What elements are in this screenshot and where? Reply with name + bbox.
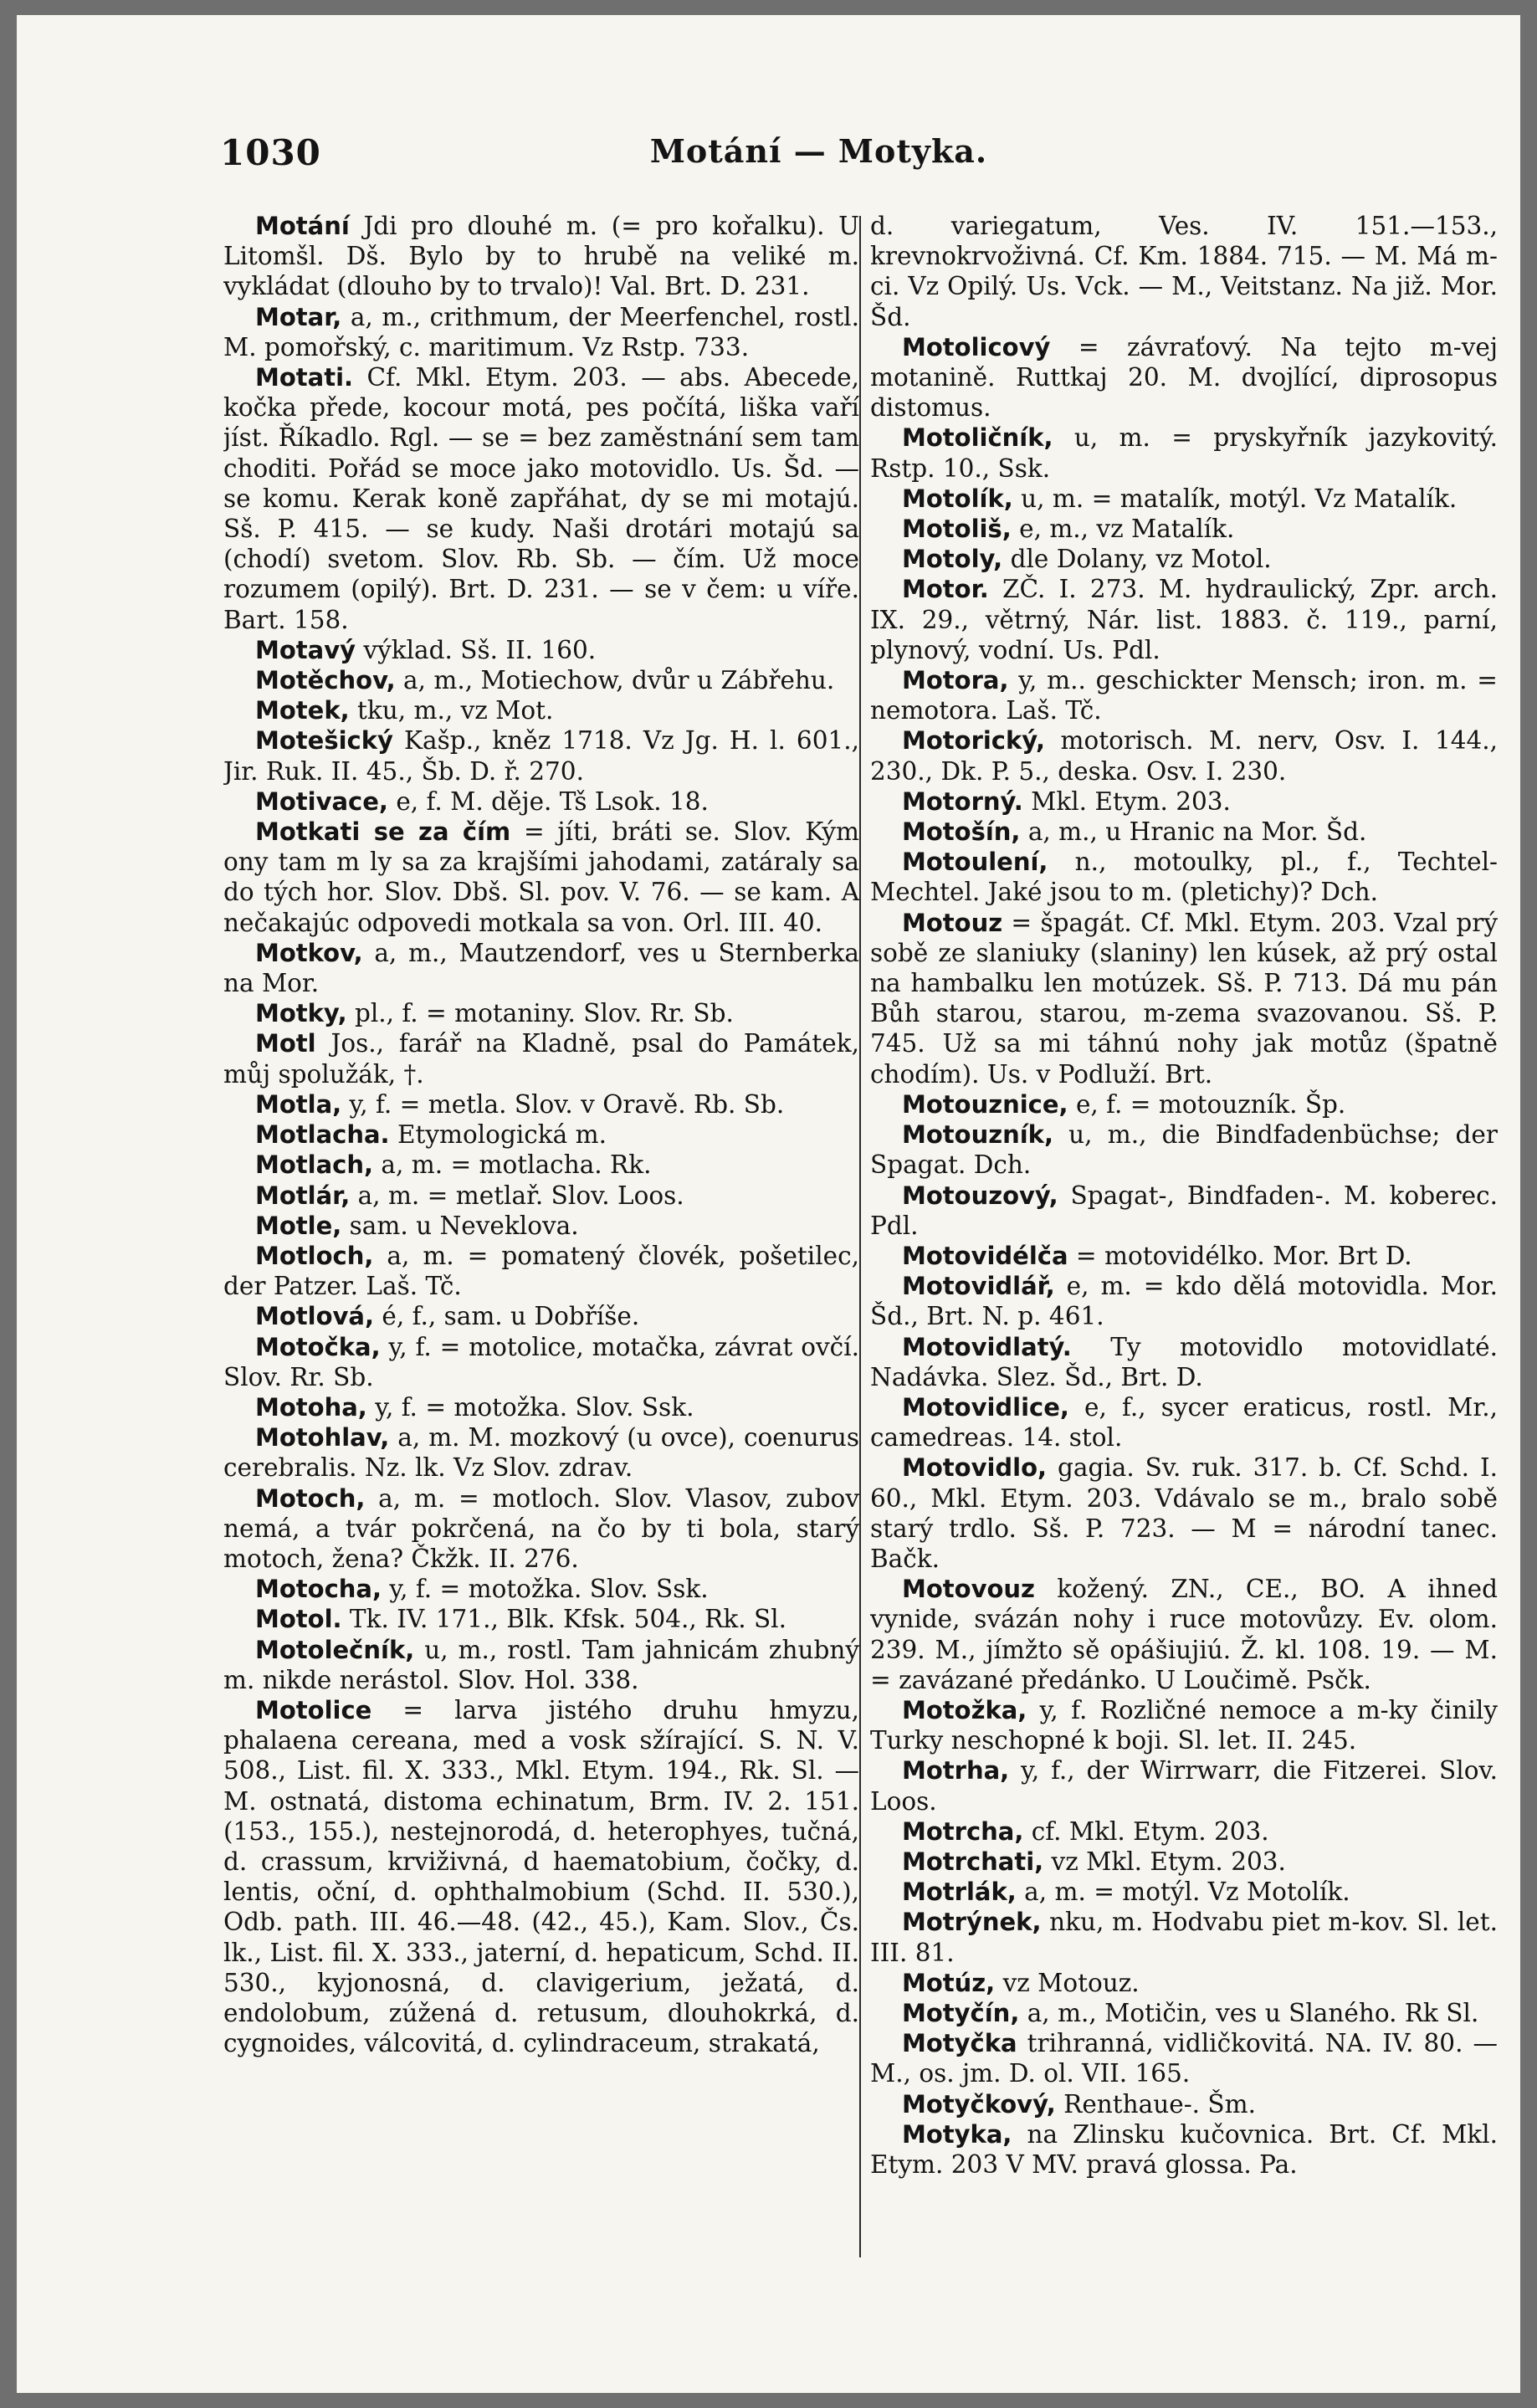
entry-headword: Motošín, [902,817,1021,847]
dictionary-entry [223,1604,859,1634]
entry-headword: Motoch, [255,1483,366,1513]
dictionary-entry [870,544,1498,574]
dictionary-entry [870,484,1498,514]
dictionary-entry [223,1089,859,1119]
dictionary-entry [223,695,859,725]
dictionary-entry [223,665,859,695]
entry-text: y, f. = motožka. Slov. Ssk. [382,1575,709,1604]
entry-text: Tk. IV. 171., Blk. Kfsk. 504., Rk. Sl. [341,1605,786,1634]
entry-text: = motovidélko. Mor. Brt D. [1068,1241,1412,1270]
dictionary-entry [223,1422,859,1483]
entry-headword: Motorný. [902,786,1023,816]
entry-headword: Motrcha, [902,1816,1024,1846]
entry-headword: Motyčín, [902,1998,1020,2027]
entry-text: tku, m., vz Mot. [349,696,554,725]
entry-text: a, m. M. mozkový (u ovce), coenurus cerebralis. Nz. lk. Vz Slov. zdrav. [223,1423,859,1483]
entry-text: trihranná, vidličkovitá. NA. IV. 80. — M., os. jm. D. ol. VII. 165. [870,2029,1498,2088]
entry-text: a, m. = motýl. Vz Motolík. [1016,1878,1350,1907]
page-header [17,15,1520,174]
dictionary-entry [223,725,859,786]
entry-headword: Motyčka [902,2029,1017,2058]
entry-text: vz Mkl. Etym. 203. [1043,1847,1286,1876]
entry-headword: Motouzník, [902,1120,1053,1150]
running-head: Motání — Motyka. [649,132,988,170]
dictionary-entry [223,817,859,938]
entry-headword: Motor. [902,575,989,604]
dictionary-entry [870,665,1498,725]
entry-text: y, f., der Wirrwarr, die Fitzerei. Slov. Loos. [870,1756,1498,1816]
dictionary-entry [223,1119,859,1150]
dictionary-entry [223,998,859,1028]
column-divider [859,216,861,2257]
entry-headword: Motouz [902,908,1003,937]
entry-text: e, f. M. děje. Tš Lsok. 18. [387,786,709,816]
dictionary-entry [870,908,1498,1089]
dictionary-entry [870,725,1498,786]
entry-text: a, m., u Hranic na Mor. Šd. [1020,817,1367,847]
dictionary-entry [223,1695,859,2058]
entry-headword: Motovidlatý. [902,1332,1072,1361]
entry-headword: Motolík, [902,484,1013,513]
entry-text: kožený. ZN., CE., BO. A ihned vynide, svázán nohy i ruce motovůzy. Ev. olom. 239. M., jímžto sě opášiujiú. Ž. kl. 108. 19. — M. = zavázané předánko. U Loučimě. Psčk. [870,1575,1498,1694]
entry-text: = jíti, bráti se. Slov. Kým ony tam m ly sa za krajšími jahodami, zatáraly sa do tých hor. Slov. Dbš. Sl. pov. V. 76. — se kam. A nečakajúc odpovedi motkala sa von. Orl. III. 40. [223,817,859,937]
entry-text: dle Dolany, vz Motol. [1002,545,1272,574]
entry-text: a, m. = motlacha. Rk. [373,1150,652,1180]
entry-text: u, m. = matalík, motýl. Vz Matalík. [1012,484,1458,513]
entry-headword: Motora, [902,666,1009,695]
dictionary-entry [870,1392,1498,1452]
dictionary-entry [223,635,859,665]
entry-text: výklad. Sš. II. 160. [356,635,597,664]
entry-text: e, m. = kdo dělá motovidla. Mor. Šd., Brt. N. p. 461. [870,1272,1498,1331]
dictionary-entry [870,1816,1498,1847]
entry-text: pl., f. = motaniny. Slov. Rr. Sb. [346,999,734,1028]
entry-headword: Motlach, [255,1150,374,1180]
entry-headword: Motar, [255,302,342,331]
entry-text: a, m., Mautzendorf, ves u Sternberka na Mor. [223,938,859,998]
dictionary-entry [223,1635,859,1695]
dictionary-entry [870,211,1498,332]
entry-text: d. variegatum, Ves. IV. 151.—153., krevnokrvoživná. Cf. Km. 1884. 715. — M. Má m-ci. Vz Opilý. Us. Vck. — M., Veitstanz. Na již. Mor. Šd. [870,212,1498,331]
entry-headword: Motloch, [255,1241,374,1270]
entry-text: u, m. = pryskyřník jazykovitý. Rstp. 10., Ssk. [870,423,1498,483]
dictionary-entry [870,332,1498,423]
entry-text: u, m., rostl. Tam jahnicám zhubný m. nikde nerástol. Slov. Hol. 338. [223,1635,859,1694]
entry-headword: Motky, [255,999,347,1028]
dictionary-entry [870,1271,1498,1331]
dictionary-entry [870,817,1498,847]
dictionary-page [17,15,1520,2393]
dictionary-entry [223,1574,859,1604]
entry-text: Jos., farář na Kladně, psal do Památek, můj spolužák, †. [223,1029,859,1089]
entry-headword: Motorický, [902,726,1045,756]
left-column [223,211,859,2252]
entry-text: e, m., vz Matalík. [1011,515,1235,544]
entry-headword: Motrýnek, [902,1908,1042,1937]
entry-headword: Motavý [255,635,356,664]
dictionary-entry [223,1332,859,1392]
entry-text: sam. u Neveklova. [341,1211,579,1240]
dictionary-entry [870,1332,1498,1392]
entry-text: y, f. = metla. Slov. v Oravě. Rb. Sb. [341,1089,785,1119]
entry-headword: Motouzový, [902,1181,1058,1210]
entry-headword: Motrlák, [902,1878,1017,1907]
entry-headword: Motivace, [255,786,388,816]
entry-text: a, m. = pomatený človék, pošetilec, der Patzer. Laš. Tč. [223,1241,859,1301]
entry-text: Cf. Mkl. Etym. 203. — abs. Abecede, kočka přede, kocour motá, pes počítá, liška vaří jíst. Říkadlo. Rgl. — se = bez zaměstnání sem tam choditi. Pořád se moce jako motovidlo. Us. Šd. — se komu. Kerak koně zapřáhat, dy se mi motajú. Sš. P. 415. — se kudy. Naši drotári motajú sa (chodí) svetom. Slov. Rb. Sb. — čím. Už moce rozumem (opilý). Brt. D. 231. — se v čem: u víře. Bart. 158. [223,363,859,634]
entry-headword: Motkov, [255,938,363,967]
entry-text: ZČ. I. 273. M. hydraulický, Zpr. arch. IX. 29., větrný, Nár. list. 1883. č. 119., parní, plynový, vodní. Us. Pdl. [870,575,1498,664]
entry-text: motorisch. M. nerv, Osv. I. 144., 230., Dk. P. 5., deska. Osv. I. 230. [870,726,1498,786]
dictionary-entry [870,786,1498,817]
entry-text: y, f. = motožka. Slov. Ssk. [366,1392,694,1422]
dictionary-entry [870,1695,1498,1755]
dictionary-entry [870,1755,1498,1816]
entry-headword: Motouznice, [902,1089,1068,1119]
dictionary-entry [870,1968,1498,1998]
entry-text: Mkl. Etym. 203. [1022,786,1231,816]
entry-headword: Motla, [255,1089,342,1119]
entry-headword: Motlacha. [255,1120,390,1150]
entry-text: e, f. = motouzník. Šp. [1068,1089,1346,1119]
entry-headword: Motkati se za čím [255,817,511,847]
dictionary-entry [223,1301,859,1331]
entry-text: a, m., Motičin, ves u Slaného. Rk Sl. [1019,1998,1479,2027]
entry-text: cf. Mkl. Etym. 203. [1023,1816,1269,1846]
entry-headword: Motovidélča [902,1241,1068,1270]
entry-headword: Motati. [255,363,354,392]
dictionary-entry [223,1028,859,1089]
entry-text: Renthaue-. Šm. [1055,2089,1256,2119]
entry-text: a, m. = motloch. Slov. Vlasov, zubov nemá, a tvár pokrčená, na čo by ti bola, starý motoch, žena? Čkžk. II. 276. [223,1483,859,1573]
entry-text: Kašp., kněz 1718. Vz Jg. H. l. 601., Jir. Ruk. II. 45., Šb. D. ř. 270. [223,726,859,786]
dictionary-entry [223,1150,859,1180]
dictionary-entry [870,423,1498,483]
entry-text: Spagat-, Bindfaden-. M. koberec. Pdl. [870,1181,1498,1240]
entry-headword: Motyčkový, [902,2089,1056,2119]
entry-headword: Motoha, [255,1392,367,1422]
dictionary-entry [223,1483,859,1575]
entry-text: = larva jistého druhu hmyzu, phalaena cereana, med a vosk sžírající. S. N. V. 508., List. fil. X. 333., Mkl. Etym. 194., Rk. Sl. — M. ostnatá, distoma echinatum, Brm. IV. 2. 151. (153., 155.), nestejnorodá, d. heterophyes, tučná, d. crassum, krviživná, d haematobium, čočky, d. lentis, oční, d. ophthalmobium (Schd. II. 530.), Odb. path. III. 46.—48. (42., 45.), Kam. Slov., Čs. lk., List. fil. X. 333., jaterní, d. hepaticum, Schd. II. 530., kyjonosná, d. clavigerium, ježatá, d. endolobum, zúžená d. retusum, dlouhokrká, d. cygnoides, válcovitá, d. cylindraceum, strakatá, [223,1695,859,2058]
entry-headword: Motyka, [902,2119,1012,2149]
entry-headword: Motovidlář, [902,1272,1055,1301]
dictionary-entry [870,574,1498,665]
dictionary-entry [223,786,859,817]
entry-headword: Motrha, [902,1756,1010,1786]
page-number: 1030 [220,132,321,173]
entry-headword: Motohlav, [255,1423,390,1452]
dictionary-entry [223,211,859,302]
entry-headword: Motl [255,1029,316,1058]
entry-headword: Motožka, [902,1695,1027,1724]
dictionary-entry [870,1998,1498,2028]
entry-text: é, f., sam. u Dobříše. [374,1302,640,1331]
entry-headword: Motle, [255,1211,342,1240]
entry-headword: Motlová, [255,1302,374,1331]
entry-text: Jdi pro dlouhé m. (= pro kořalku). U Litomšl. Dš. Bylo by to hrubě na veliké m. vykládat (dlouho by to trvalo)! Val. Brt. D. 231. [223,212,859,301]
dictionary-entry [870,2028,1498,2088]
dictionary-entry [223,1211,859,1241]
entry-text: na Zlinsku kučovnica. Brt. Cf. Mkl. Etym. 203 V MV. pravá glossa. Pa. [870,2119,1498,2179]
entry-headword: Motoliš, [902,515,1012,544]
dictionary-entry [870,1877,1498,1907]
dictionary-entry [870,1452,1498,1574]
dictionary-entry [223,302,859,362]
dictionary-entry [223,362,859,635]
entry-headword: Motoličník, [902,423,1053,453]
entry-text: n., motoulky, pl., f., Techtel-Mechtel. Jaké jsou to m. (pletichy)? Dch. [870,848,1498,907]
dictionary-entry [870,1241,1498,1271]
dictionary-entry [870,847,1498,907]
entry-text: a, m., crithmum, der Meerfenchel, rostl. M. pomořský, c. maritimum. Vz Rstp. 733. [223,302,859,361]
entry-headword: Motoulení, [902,848,1048,877]
entry-headword: Motání [255,212,350,240]
entry-text: y, f. = motolice, motačka, závrat ovčí. Slov. Rr. Sb. [223,1332,859,1391]
entry-text: y, m.. geschickter Mensch; iron. m. = nemotora. Laš. Tč. [870,666,1498,725]
entry-text: a, m. = metlař. Slov. Loos. [350,1181,684,1210]
dictionary-entry [223,1392,859,1422]
entry-headword: Motek, [255,696,350,725]
entry-headword: Motocha, [255,1575,382,1604]
entry-headword: Motlár, [255,1181,351,1210]
entry-headword: Motolice [255,1695,372,1724]
right-column [870,211,1498,2252]
dictionary-entry [870,1574,1498,1695]
dictionary-entry [870,2119,1498,2180]
entry-text: vz Motouz. [995,1968,1140,1997]
entry-headword: Motešický [255,726,393,756]
dictionary-entry [870,1847,1498,1877]
entry-headword: Motovidlo, [902,1453,1048,1483]
entry-text: Ty motovidlo motovidlaté. Nadávka. Slez. Šd., Brt. D. [870,1332,1498,1391]
entry-text: = špagát. Cf. Mkl. Etym. 203. Vzal prý sobě ze slaniuky (slaniny) len kúsek, až prý ostal na hambalku len motúzek. Sš. P. 713. Dá mu pán Bůh starou, starou, m-zema svazovanou. Sš. P. 745. Už sa mi táhnú nohy jak motůz (špatně chodím). Us. v Podluží. Brt. [870,908,1498,1089]
entry-text: y, f. Rozličné nemoce a m-ky činily Turky neschopné k boji. Sl. let. II. 245. [870,1695,1498,1755]
entry-headword: Motovouz [902,1575,1035,1604]
entry-text: Etymologická m. [389,1120,607,1150]
entry-headword: Motrchati, [902,1847,1044,1876]
dictionary-entry [870,1119,1498,1180]
entry-headword: Motoly, [902,545,1003,574]
dictionary-entry [223,1241,859,1301]
entry-headword: Motolečník, [255,1635,415,1664]
dictionary-entry [870,1907,1498,1967]
entry-text: a, m., Motiechow, dvůr u Zábřehu. [395,666,835,695]
entry-text: = závraťový. Na tejto m-vej motanině. Ruttkaj 20. M. dvojlící, diprosopus distomus. [870,332,1498,423]
dictionary-entry [223,938,859,998]
entry-headword: Motočka, [255,1332,381,1361]
dictionary-entry [870,2089,1498,2119]
entry-text: u, m., die Bindfadenbüchse; der Spagat. Dch. [870,1120,1498,1180]
entry-headword: Motúz, [902,1968,996,1997]
entry-headword: Motolicový [902,332,1051,361]
entry-headword: Motovidlice, [902,1392,1069,1422]
dictionary-entry [223,1181,859,1211]
dictionary-entry [870,514,1498,544]
entry-text: gagia. Sv. ruk. 317. b. Cf. Schd. I. 60., Mkl. Etym. 203. Vdávalo se m., bralo sobě starý trdlo. Sš. P. 723. — M = národní tanec. Bačk. [870,1453,1498,1573]
dictionary-entry [870,1089,1498,1119]
entry-text: nku, m. Hodvabu piet m-kov. Sl. let. III. 81. [870,1908,1498,1967]
entry-text: e, f., sycer eraticus, rostl. Mr., camedreas. 14. stol. [870,1392,1498,1452]
entry-headword: Motěchov, [255,666,396,695]
entry-headword: Motol. [255,1605,342,1634]
dictionary-entry [870,1181,1498,1241]
